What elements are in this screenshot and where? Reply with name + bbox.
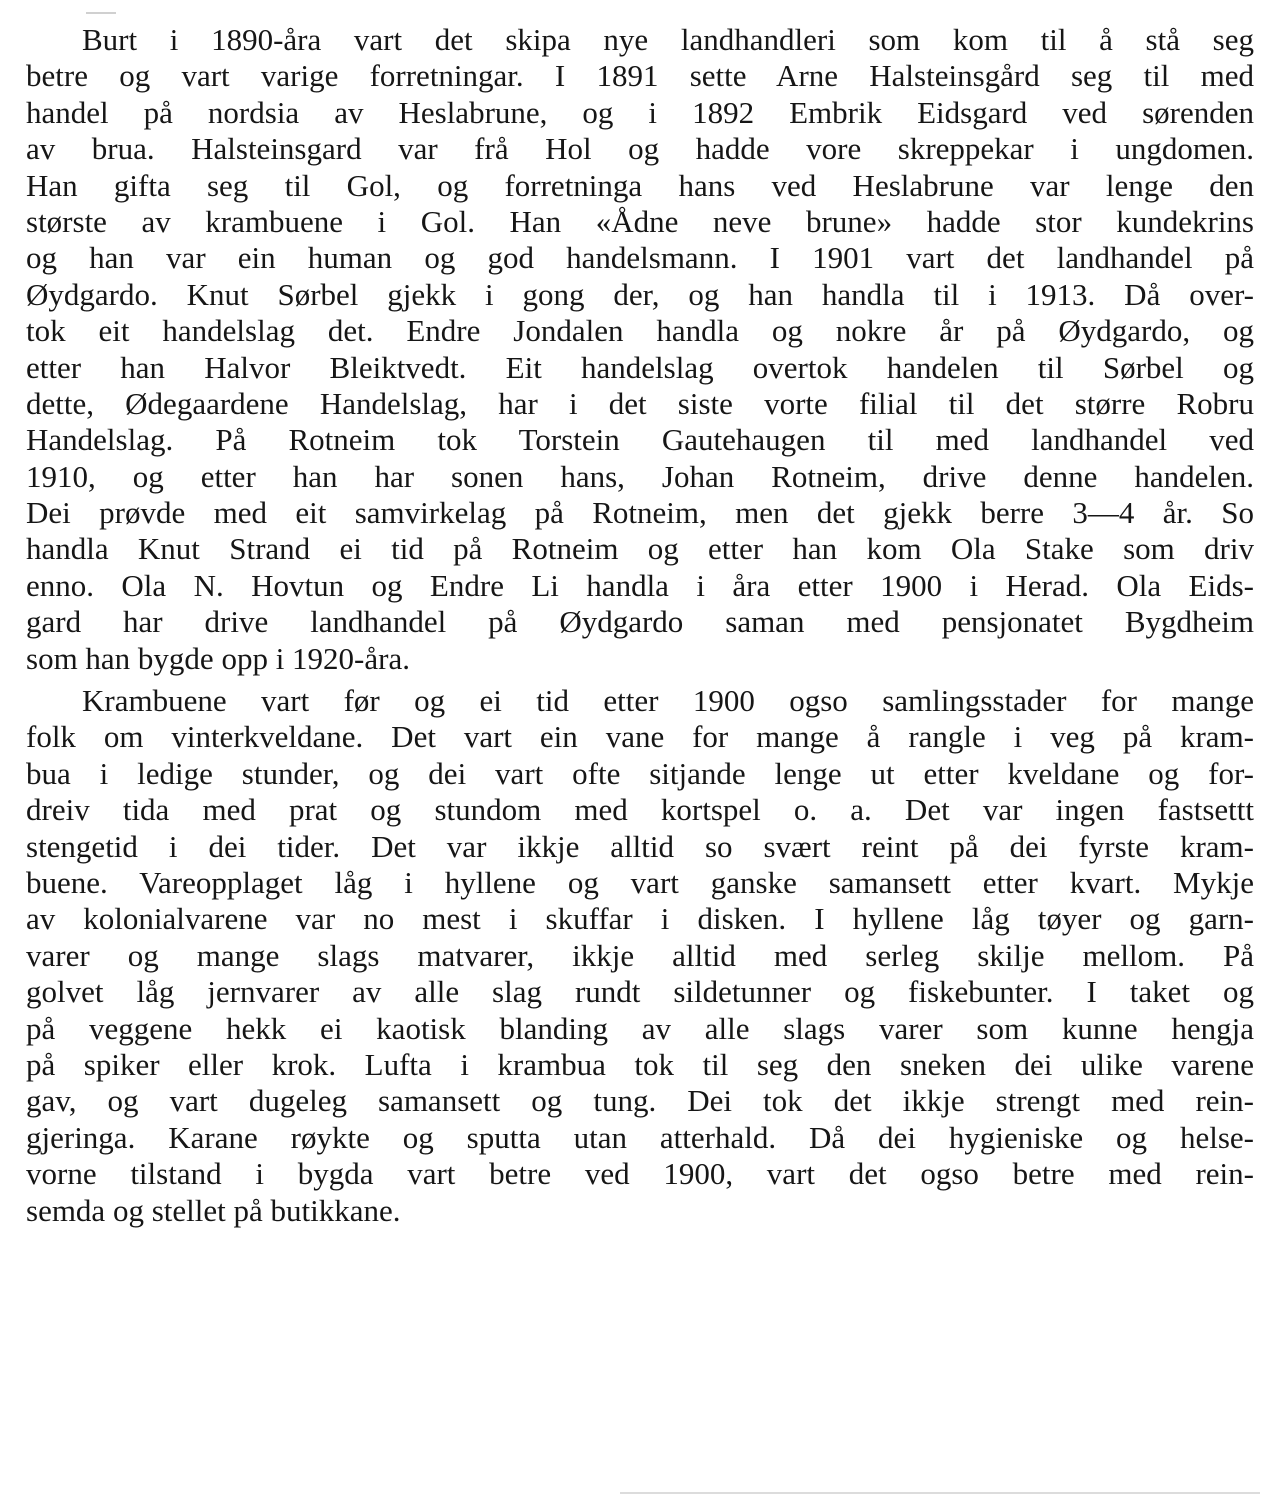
text-line: varer og mange slags matvarer, ikkje alltid med serleg skilje mellom. På [26,937,1254,973]
text-line: gard har drive landhandel på Øydgardo saman med pensjonatet Bygdheim [26,604,1254,640]
text-line: vorne tilstand i bygda vart betre ved 1900, vart det ogso betre med rein- [26,1156,1254,1192]
paragraph-2 [26,683,1254,1229]
text-line: dette, Ødegaardene Handelslag, har i det siste vorte filial til det større Robru [26,385,1254,421]
text-line: stengetid i dei tider. Det var ikkje alltid so svært reint på dei fyrste kram- [26,828,1254,864]
text-line: Øydgardo. Knut Sørbel gjekk i gong der, og han handla til i 1913. Då over- [26,276,1254,312]
text-line: gav, og vart dugeleg samansett og tung. Dei tok det ikkje strengt med rein- [26,1083,1254,1119]
text-line: dreiv tida med prat og stundom med kortspel o. a. Det var ingen fastsettt [26,792,1254,828]
text-line: på veggene hekk ei kaotisk blanding av alle slags varer som kunne hengja [26,1010,1254,1046]
text-line: gjeringa. Karane røykte og sputta utan atterhald. Då dei hygieniske og helse- [26,1119,1254,1155]
text-line: av brua. Halsteinsgard var frå Hol og hadde vore skreppekar i ungdomen. [26,131,1254,167]
text-line: Dei prøvde med eit samvirkelag på Rotneim, men det gjekk berre 3—4 år. So [26,495,1254,531]
text-line: tok eit handelslag det. Endre Jondalen handla og nokre år på Øydgardo, og [26,313,1254,349]
text-line: buene. Vareopplaget låg i hyllene og vart ganske samansett etter kvart. Mykje [26,864,1254,900]
text-line: enno. Ola N. Hovtun og Endre Li handla i åra etter 1900 i Herad. Ola Eids- [26,567,1254,603]
text-line: som han bygde opp i 1920-åra. [26,640,410,676]
text-line: bua i ledige stunder, og dei vart ofte sitjande lenge ut etter kveldane og for- [26,755,1254,791]
text-line: folk om vinterkveldane. Det vart ein vane for mange å rangle i veg på kram- [26,719,1254,755]
text-line: Han gifta seg til Gol, og forretninga hans ved Heslabrune var lenge den [26,167,1254,203]
text-line: største av krambuene i Gol. Han «Ådne neve brune» hadde stor kundekrins [26,203,1254,239]
text-line: etter han Halvor Bleiktvedt. Eit handelslag overtok handelen til Sørbel og [26,349,1254,385]
text-line: golvet låg jernvarer av alle slag rundt sildetunner og fiskebunter. I taket og [26,974,1254,1010]
text-line: på spiker eller krok. Lufta i krambua tok til seg den sneken dei ulike varene [26,1046,1254,1082]
document-page [26,22,1254,1229]
text-line: Krambuene vart før og ei tid etter 1900 ogso samlingsstader for mange [82,683,1254,719]
scan-edge-top [86,12,116,14]
paragraph-1 [26,22,1254,677]
text-line: handel på nordsia av Heslabrune, og i 1892 Embrik Eidsgard ved sørenden [26,94,1254,130]
text-line: betre og vart varige forretningar. I 1891 sette Arne Halsteinsgård seg til med [26,58,1254,94]
text-line: av kolonialvarene var no mest i skuffar i disken. I hyllene låg tøyer og garn- [26,901,1254,937]
scan-edge-bottom [620,1492,1260,1494]
text-line: handla Knut Strand ei tid på Rotneim og etter han kom Ola Stake som driv [26,531,1254,567]
text-line: Burt i 1890-åra vart det skipa nye landhandleri som kom til å stå seg [82,22,1254,57]
text-line: semda og stellet på butikkane. [26,1192,401,1228]
text-line: 1910, og etter han har sonen hans, Johan Rotneim, drive denne handelen. [26,458,1254,494]
text-line: og han var ein human og god handelsmann. I 1901 vart det landhandel på [26,240,1254,276]
text-line: Handelslag. På Rotneim tok Torstein Gautehaugen til med landhandel ved [26,422,1254,458]
